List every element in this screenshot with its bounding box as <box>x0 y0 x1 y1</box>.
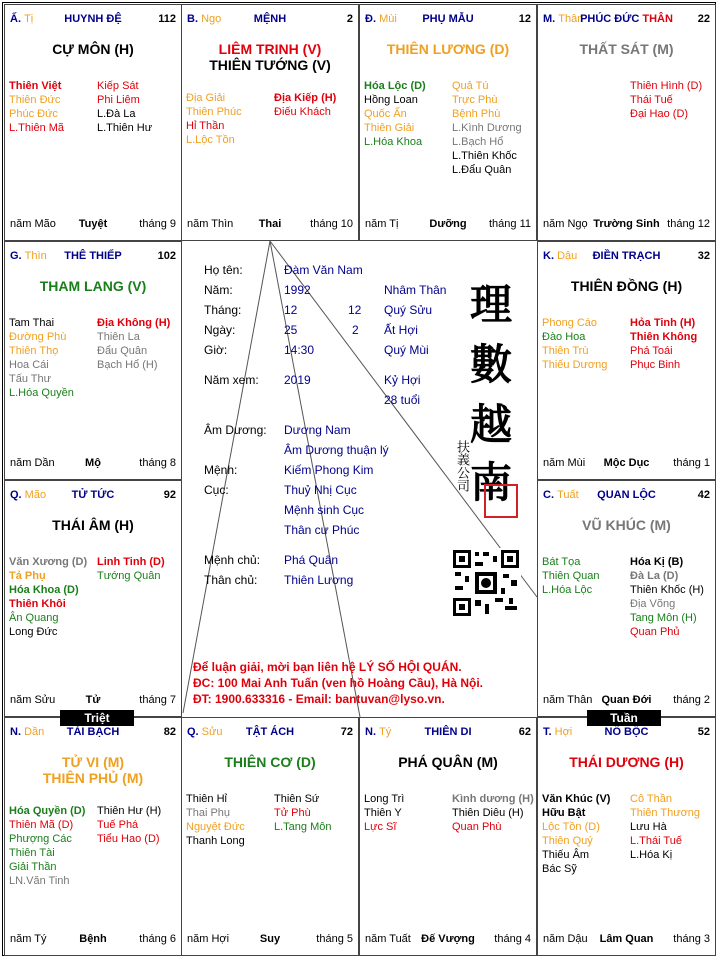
minor-star: Thai Phụ <box>186 807 231 819</box>
minor-star: Điếu Khách <box>274 106 331 118</box>
minor-star: Quan Phủ <box>630 626 680 638</box>
minor-star: Thiếu Dương <box>542 359 608 371</box>
cuc-label: Cục: <box>204 483 229 497</box>
palace-position: Ấ. <box>10 13 25 25</box>
palace-position: T. <box>543 726 555 738</box>
minor-star: L.Thiên Hư <box>97 122 153 134</box>
palace-house-name: TẬT ÁCH <box>245 726 295 738</box>
view-age: 28 tuổi <box>384 393 421 407</box>
minor-star: L.Thiên Khốc <box>452 150 517 162</box>
minor-star: Tiểu Hao (D) <box>97 833 160 845</box>
palace-year: năm Dần <box>10 457 55 469</box>
palace-position: N. <box>365 726 380 738</box>
month-value-2: 12 <box>348 303 362 317</box>
minor-star: Lực Sĩ <box>364 821 397 833</box>
than-marker: THÂN <box>639 13 673 25</box>
minor-star: L.Kình Dương <box>452 122 522 134</box>
palace-branch: Tị <box>24 13 34 25</box>
palace-house-name: PHỤ MẪU <box>422 13 474 25</box>
minor-star: Tấu Thư <box>9 373 52 385</box>
minor-star: Phượng Các <box>9 833 72 845</box>
minor-star: L.Đẩu Quân <box>452 164 512 176</box>
minor-star: Tuế Phá <box>97 819 139 831</box>
minor-star: L.Tang Môn <box>274 821 332 833</box>
minor-star: Bát Tọa <box>542 556 581 568</box>
minor-star: Hóa Lộc (D) <box>364 80 426 92</box>
main-star: THAM LANG (V) <box>39 278 147 294</box>
than-chu-value: Thiên Lương <box>284 573 354 587</box>
menh-chu-value: Phá Quân <box>284 553 339 567</box>
amduong-value-2: Âm Dương thuận lý <box>284 443 389 457</box>
month-value: 12 <box>284 303 298 317</box>
palace-month: tháng 8 <box>139 457 176 469</box>
small-calligraphy: 扶義公司 <box>454 440 469 492</box>
palace-house-name: TÀI BẠCH <box>66 726 120 738</box>
palace-age: 32 <box>697 250 710 262</box>
menh-chu-label: Mệnh chủ: <box>204 553 261 567</box>
minor-star: Thiên Khốc (H) <box>630 584 704 596</box>
minor-star: Bạch Hổ (H) <box>97 359 158 371</box>
minor-star: Đà La (D) <box>630 570 679 582</box>
main-star: TỬ VI (M) <box>61 754 125 770</box>
minor-star: Long Đức <box>9 626 58 638</box>
main-star: THIÊN PHỦ (M) <box>42 770 144 786</box>
palace-position: K. <box>543 250 558 262</box>
palace-month: tháng 6 <box>139 933 176 945</box>
palace-position: G. <box>10 250 25 262</box>
minor-star: Hóa Kị (B) <box>630 556 684 568</box>
palace-age: 12 <box>518 13 531 25</box>
palace-age: 2 <box>346 13 353 25</box>
palace-month: tháng 7 <box>139 694 176 706</box>
minor-star: Hóa Khoa (D) <box>9 584 79 596</box>
name-label: Họ tên: <box>204 263 243 277</box>
minor-star: Văn Xương (D) <box>9 556 88 568</box>
palace-position: M. <box>543 13 559 25</box>
main-star: PHÁ QUÂN (M) <box>398 754 498 770</box>
main-star: THIÊN ĐỒNG (H) <box>570 278 683 294</box>
triet-tag: Triệt <box>60 710 134 726</box>
minor-star: Quả Tú <box>452 80 489 92</box>
palace-house-name: ĐIỀN TRẠCH <box>592 250 661 262</box>
minor-star: Thiên Khôi <box>9 598 66 610</box>
palace-year: năm Mùi <box>543 457 586 469</box>
amduong-value: Dương Nam <box>284 423 351 437</box>
minor-star: Thiên Việt <box>9 80 62 92</box>
minor-star: Hữu Bật <box>542 807 586 819</box>
minor-star: Địa Không (H) <box>97 317 171 329</box>
palace-stage: Quan Đới <box>601 694 652 706</box>
palace-age: 102 <box>157 250 176 262</box>
year-label: Năm: <box>204 283 233 297</box>
palace-stage: Suy <box>259 933 281 945</box>
minor-star: Thiên Thương <box>630 807 701 819</box>
palace-stage: Mộc Dục <box>603 457 650 469</box>
minor-star: L.Hóa Quyền <box>9 387 74 399</box>
minor-star: Hỏa Tinh (H) <box>630 317 696 329</box>
palace-age: 52 <box>697 726 710 738</box>
minor-star: Thiên Tài <box>9 847 55 859</box>
minor-star: Hồng Loan <box>364 94 418 106</box>
palace-branch: Thân <box>558 13 584 25</box>
month-label: Tháng: <box>204 303 242 317</box>
minor-star: Tam Thai <box>9 317 55 329</box>
minor-star: Văn Khúc (V) <box>542 793 611 805</box>
main-star: THẤT SÁT (M) <box>579 41 674 57</box>
month-can: Quý Sửu <box>384 303 433 317</box>
palace-position: Đ. <box>365 13 380 25</box>
minor-star: Long Trì <box>364 793 405 805</box>
minor-star: L.Đà La <box>97 108 136 120</box>
palace-month: tháng 9 <box>139 218 176 230</box>
day-value: 25 <box>284 323 298 337</box>
palace-stage: Bệnh <box>79 933 107 945</box>
minor-star: Thái Tuế <box>630 94 673 106</box>
view-year-can: Kỷ Hợi <box>384 373 421 387</box>
minor-star: Bệnh Phù <box>452 108 501 120</box>
hour-value: 14:30 <box>284 343 315 357</box>
palace-year: năm Tý <box>10 933 47 945</box>
palace-month: tháng 1 <box>673 457 710 469</box>
palace-branch: Mùi <box>379 13 397 25</box>
calligraphy-char-4: 南 <box>470 458 513 507</box>
main-star: LIÊM TRINH (V) <box>218 41 322 57</box>
palace-house-name: TỬ TỨC <box>71 489 115 501</box>
contact-line-2: ĐC: 100 Mai Anh Tuấn (ven hồ Hoàng Cầu), Hà Nội. <box>193 676 484 690</box>
calligraphy-char-2: 數 <box>470 340 513 389</box>
palace-position: Q. <box>187 726 202 738</box>
minor-star: Thiên Hình (D) <box>630 80 703 92</box>
palace-age: 92 <box>163 489 176 501</box>
menh-value: Kiếm Phong Kim <box>284 463 374 477</box>
view-year-label: Năm xem: <box>204 373 259 387</box>
palace-month: tháng 12 <box>667 218 710 230</box>
minor-star: Kiếp Sát <box>97 80 139 92</box>
minor-star: LN.Văn Tinh <box>9 875 70 887</box>
minor-star: Giải Thần <box>9 861 57 873</box>
minor-star: Thiên Không <box>630 331 698 343</box>
minor-star: Địa Giải <box>186 92 226 104</box>
minor-star: Thiên Sứ <box>274 793 320 805</box>
palace-stage: Lâm Quan <box>599 933 654 945</box>
minor-star: Thiên Hư (H) <box>97 805 162 817</box>
palace-position: B. <box>187 13 202 25</box>
palace-stage: Mộ <box>85 457 101 469</box>
minor-star: Thanh Long <box>186 835 245 847</box>
palace-age: 22 <box>697 13 710 25</box>
minor-star: L.Hóa Lộc <box>542 584 593 596</box>
palace-house-name: PHÚC ĐỨC THÂN <box>580 13 673 25</box>
palace-branch: Thìn <box>24 250 47 262</box>
tuan-tag: Tuần <box>587 710 661 726</box>
palace-house-name: MỆNH <box>253 13 287 25</box>
palace-year: năm Tị <box>365 218 399 230</box>
minor-star: Hỉ Thần <box>186 120 225 132</box>
palace-branch: Sửu <box>201 726 223 738</box>
main-star: VŨ KHÚC (M) <box>582 517 671 533</box>
main-star: THIÊN CƠ (D) <box>224 754 316 770</box>
palace-stage: Dưỡng <box>429 218 467 230</box>
amduong-label: Âm Dương: <box>204 423 267 437</box>
hour-label: Giờ: <box>204 343 228 357</box>
red-seal-icon <box>484 484 518 518</box>
minor-star: L.Thiên Mã <box>9 122 65 134</box>
minor-star: Hoa Cái <box>9 359 49 371</box>
minor-star: Phong Cáo <box>542 317 598 329</box>
palace-house-name: THIÊN DI <box>424 726 472 738</box>
minor-star: Thiên Đức <box>9 94 61 106</box>
than-chu-label: Thân chủ: <box>204 573 258 587</box>
palace-year: năm Sửu <box>10 694 56 706</box>
cuc-value: Thuỷ Nhị Cục <box>284 483 357 497</box>
palace-branch: Ngọ <box>201 13 222 25</box>
day-label: Ngày: <box>204 323 236 337</box>
contact-line-1: Để luận giải, mời bạn liên hệ LÝ SỐ HỘI QUÁN. <box>193 660 462 674</box>
minor-star: Lộc Tồn (D) <box>542 821 600 833</box>
palace-month: tháng 3 <box>673 933 710 945</box>
palace-age: 72 <box>340 726 353 738</box>
minor-star: Quốc Ấn <box>364 108 407 120</box>
main-star: THIÊN TƯỚNG (V) <box>209 57 331 73</box>
palace-stage: Tuyệt <box>78 218 108 230</box>
minor-star: Tướng Quân <box>97 570 161 582</box>
minor-star: Cô Thần <box>630 793 672 805</box>
minor-star: Trực Phù <box>452 94 498 106</box>
minor-star: L.Bạch Hổ <box>452 136 504 148</box>
palace-house-name: NÔ BỘC <box>604 726 649 738</box>
minor-star: Phúc Đức <box>9 108 58 120</box>
minor-star: Địa Kiếp (H) <box>274 92 337 104</box>
palace-year: năm Thìn <box>187 218 234 230</box>
minor-star: Thiên Y <box>364 807 402 819</box>
palace-position: Q. <box>10 489 25 501</box>
cuc-value-3: Thân cư Phúc <box>284 523 360 537</box>
day-value-2: 2 <box>352 323 359 337</box>
minor-star: Thiên Trù <box>542 345 589 357</box>
palace-house-name: QUAN LỘC <box>597 489 656 501</box>
minor-star: Lưu Hà <box>630 821 667 833</box>
palace-branch: Hợi <box>554 726 573 738</box>
minor-star: Đường Phù <box>9 331 67 343</box>
cuc-value-2: Mệnh sinh Cục <box>284 503 365 517</box>
main-star: THIÊN LƯƠNG (D) <box>386 41 510 57</box>
palace-stage: Đế Vượng <box>421 933 475 945</box>
minor-star: Thiên Mã (D) <box>9 819 74 831</box>
palace-month: tháng 10 <box>310 218 353 230</box>
minor-star: Phi Liêm <box>97 94 140 106</box>
palace-age: 82 <box>163 726 176 738</box>
minor-star: Hóa Quyền (D) <box>9 805 86 817</box>
palace-stage: Tử <box>85 694 101 706</box>
minor-star: Thiên La <box>97 331 140 343</box>
palace-year: năm Thân <box>543 694 593 706</box>
minor-star: Thiên Hỉ <box>186 793 227 805</box>
minor-star: Quan Phù <box>452 821 502 833</box>
palace-age: 42 <box>697 489 710 501</box>
minor-star: Thiên Quan <box>542 570 600 582</box>
palace-house-name: THÊ THIẾP <box>64 250 122 262</box>
minor-star: Đại Hao (D) <box>630 108 689 120</box>
year-can: Nhâm Thân <box>384 283 447 297</box>
minor-star: Thiếu Âm <box>542 849 590 861</box>
minor-star: Linh Tinh (D) <box>97 556 165 568</box>
minor-star: Tử Phù <box>274 807 311 819</box>
palace-month: tháng 4 <box>494 933 531 945</box>
palace-branch: Tý <box>379 726 392 738</box>
minor-star: Kình dương (H) <box>452 793 534 805</box>
palace-year: năm Tuất <box>365 933 411 945</box>
minor-star: L.Hóa Kị <box>630 849 673 861</box>
main-star: THÁI ÂM (H) <box>52 517 134 533</box>
palace-month: tháng 11 <box>488 218 531 230</box>
minor-star: Thiên Phúc <box>186 106 242 118</box>
main-star: THÁI DƯƠNG (H) <box>569 754 684 770</box>
palace-age: 112 <box>158 13 176 25</box>
palace-month: tháng 2 <box>673 694 710 706</box>
minor-star: Thiên Thọ <box>9 345 59 357</box>
minor-star: Thiên Quý <box>542 835 593 847</box>
minor-star: Tang Môn (H) <box>630 612 697 624</box>
minor-star: L.Thái Tuế <box>630 835 682 847</box>
minor-star: Thiên Giải <box>364 122 415 134</box>
minor-star: L.Lộc Tồn <box>186 134 235 146</box>
minor-star: L.Hóa Khoa <box>364 136 423 148</box>
minor-star: Đẩu Quân <box>97 345 148 357</box>
palace-month: tháng 5 <box>316 933 353 945</box>
hour-can: Quý Mùi <box>384 343 429 357</box>
minor-star: Phá Toái <box>630 345 673 357</box>
minor-star: Địa Võng <box>630 598 676 610</box>
palace-position: N. <box>10 726 25 738</box>
palace-branch: Mão <box>24 489 47 501</box>
palace-branch: Tuất <box>557 489 579 501</box>
palace-branch: Dần <box>24 726 45 738</box>
palace-branch: Dậu <box>557 250 578 262</box>
calligraphy-char-3: 越 <box>470 400 513 449</box>
calligraphy-char-1: 理 <box>470 280 513 329</box>
minor-star: Bác Sỹ <box>542 863 577 875</box>
palace-stage: Trường Sinh <box>593 218 660 230</box>
minor-star: Tả Phụ <box>9 570 46 582</box>
main-star: CỰ MÔN (H) <box>52 41 134 57</box>
minor-star: Ân Quang <box>9 612 59 624</box>
palace-house-name: HUYNH ĐỆ <box>64 13 122 25</box>
menh-label: Mệnh: <box>204 463 238 477</box>
name-value: Đàm Văn Nam <box>284 263 363 277</box>
qr-code-icon <box>451 548 521 618</box>
palace-year: năm Ngọ <box>543 218 588 230</box>
palace-stage: Thai <box>258 218 282 230</box>
minor-star: Thiên Diêu (H) <box>452 807 524 819</box>
minor-star: Đào Hoa <box>542 331 586 343</box>
palace-year: năm Dậu <box>543 933 588 945</box>
palace-year: năm Mão <box>10 218 56 230</box>
minor-star: Phục Binh <box>630 359 681 371</box>
view-year-value: 2019 <box>284 373 311 387</box>
palace-year: năm Hợi <box>187 933 230 945</box>
contact-line-3: ĐT: 1900.633316 - Email: bantuvan@lyso.vn. <box>193 692 445 706</box>
palace-age: 62 <box>518 726 531 738</box>
year-value: 1992 <box>284 283 311 297</box>
day-can: Ất Hợi <box>384 323 418 337</box>
palace-position: C. <box>543 489 558 501</box>
minor-star: Nguyệt Đức <box>186 821 245 833</box>
